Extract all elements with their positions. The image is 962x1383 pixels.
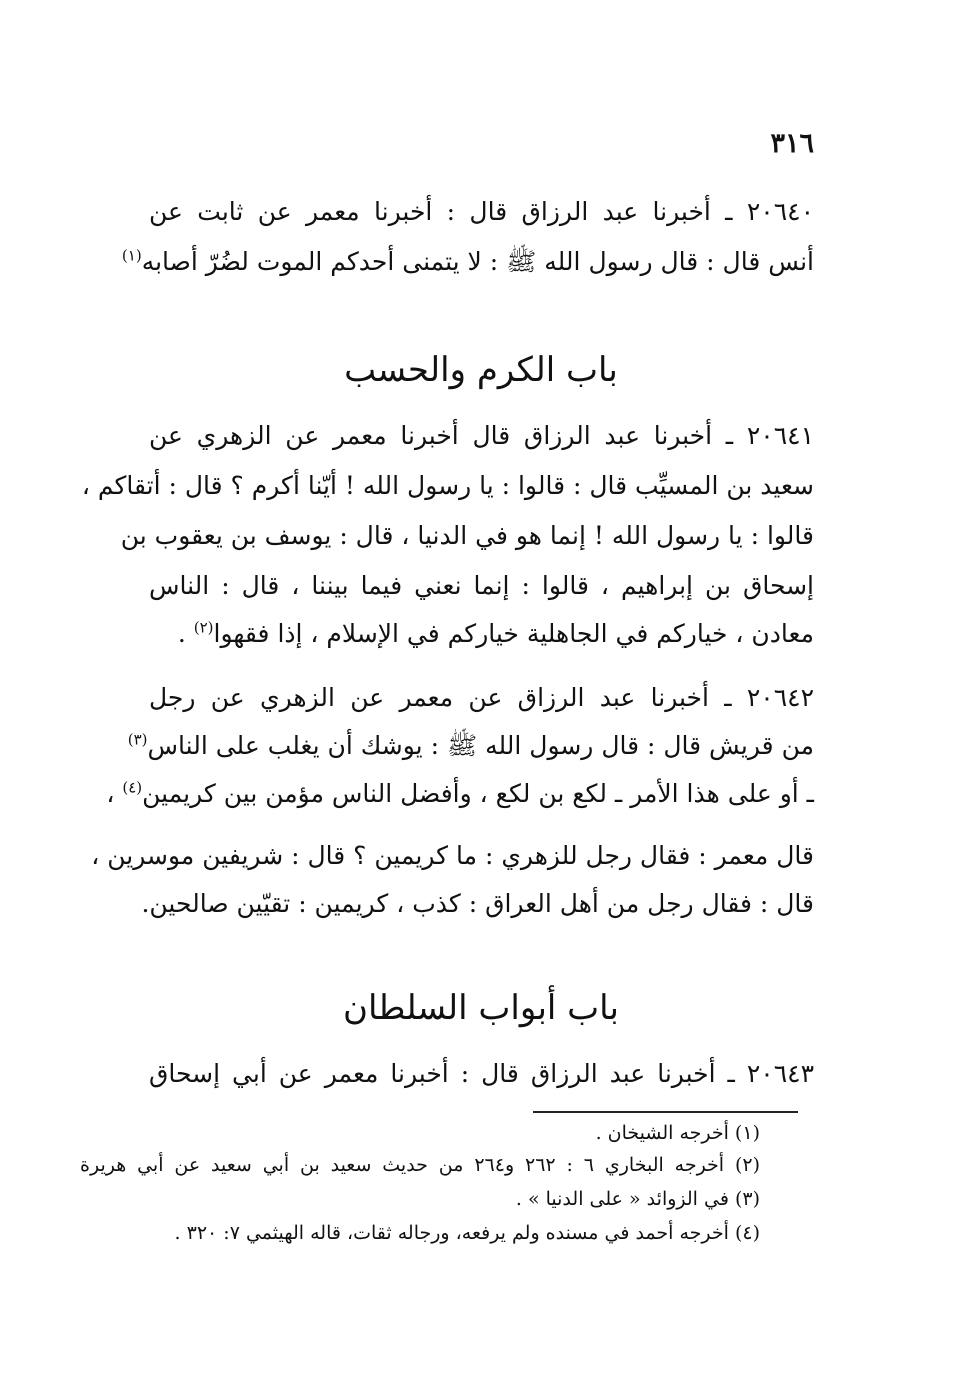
hadith-20640-line-2-text: أنس قال : قال رسول الله ﷺ : لا يتمنى أحدكم الموت لضُرّ أصابه	[141, 247, 814, 276]
hadith-20640-line-1: ٢٠٦٤٠ ـ أخبرنا عبد الرزاق قال : أخبرنا معمر عن ثابت عن	[149, 197, 814, 226]
footnote-ref-4: (٤)	[122, 778, 143, 797]
hadith-20642-line-1: ٢٠٦٤٢ ـ أخبرنا عبد الرزاق عن معمر عن الزهري عن رجل	[149, 683, 814, 712]
hadith-20642-line-4: قال معمر : فقال رجل للزهري : ما كريمين ؟ قال : شريفين موسرين ،	[91, 841, 814, 870]
footnote-separator	[533, 1111, 798, 1113]
hadith-20642-line-3-end: ،	[106, 779, 123, 808]
footnote-1: (١) أخرجه الشيخان .	[595, 1122, 760, 1144]
hadith-20642-line-3	[106, 778, 814, 809]
hadith-20640-line-2	[121, 246, 814, 277]
hadith-20641-line-5	[149, 618, 814, 649]
hadith-20642-line-3-text: ـ أو على هذا الأمر ـ لكع بن لكع ، وأفضل الناس مؤمن بين كريمين	[142, 779, 814, 808]
hadith-20642-line-2-text: من قريش قال : قال رسول الله ﷺ : يوشك أن يغلب على الناس	[147, 731, 814, 760]
chapter-heading-sultan: باب أبواب السلطان	[343, 988, 619, 1028]
hadith-20641-line-4: إسحاق بن إبراهيم ، قالوا : إنما نعني فيما بيننا ، قال : الناس	[149, 571, 814, 600]
hadith-20641-line-1: ٢٠٦٤١ ـ أخبرنا عبد الرزاق قال أخبرنا معمر عن الزهري عن	[149, 421, 814, 450]
hadith-20642-line-5: قال : فقال رجل من أهل العراق : كذب ، كريمين : تقيّين صالحين.	[141, 889, 814, 918]
footnote-2: (٢) أخرجه البخاري ٦ : ٢٦٢ و٢٦٤ من حديث سعيد بن أبي سعيد عن أبي هريرة	[80, 1154, 761, 1176]
footnote-3: (٣) في الزوائد « على الدنيا » .	[515, 1188, 760, 1210]
hadith-20641-line-3: قالوا : يا رسول الله ! إنما هو في الدنيا ، قال : يوسف بن يعقوب بن	[120, 521, 814, 550]
footnote-ref-2: (٢)	[193, 618, 214, 637]
hadith-20641-line-5-end: .	[177, 619, 194, 648]
chapter-heading-generosity: باب الكرم والحسب	[344, 350, 618, 390]
hadith-20641-line-5-text: معادن ، خياركم في الجاهلية خياركم في الإسلام ، إذا فقهوا	[213, 619, 814, 648]
hadith-20643-line-1: ٢٠٦٤٣ ـ أخبرنا عبد الرزاق قال : أخبرنا معمر عن أبي إسحاق	[149, 1059, 814, 1088]
footnote-4: (٤) أخرجه أحمد في مسنده ولم يرفعه، ورجاله ثقات، قاله الهيثمي ٧: ٣٢٠ .	[174, 1222, 760, 1244]
hadith-20641-line-2: سعيد بن المسيِّب قال : قالوا : يا رسول الله ! أيّنا أكرم ؟ قال : أتقاكم ،	[81, 471, 814, 500]
footnote-ref-3: (٣)	[127, 730, 148, 749]
page-number: ٣١٦	[770, 128, 814, 159]
footnote-ref-1: (١)	[121, 246, 142, 265]
hadith-20642-line-2	[127, 730, 814, 761]
